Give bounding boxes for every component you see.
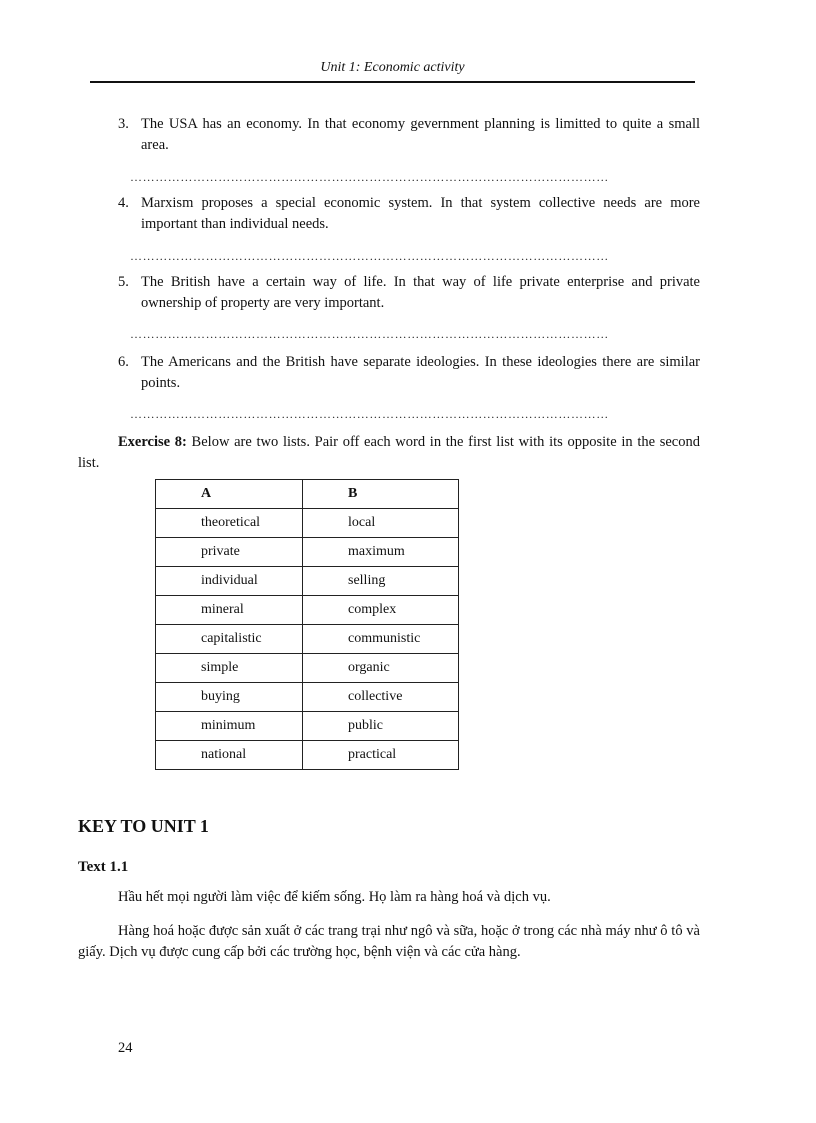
table-row [156, 538, 459, 567]
cell-b: local [303, 509, 459, 538]
cell-a: theoretical [156, 509, 303, 538]
cell-b: complex [303, 596, 459, 625]
item-text: Marxism proposes a special economic system. In that system collective needs are more important than individual needs. [141, 195, 700, 232]
table-row [156, 683, 459, 712]
item-text: The Americans and the British have separate ideologies. In these ideologies there are similar points. [141, 354, 700, 391]
table-row [156, 741, 459, 770]
running-header: Unit 1: Economic activity [320, 60, 465, 75]
answer-line: …………………………………………………………………………………………………… [130, 407, 609, 421]
cell-a: buying [156, 683, 303, 712]
table-row [156, 654, 459, 683]
word-pairs-table [155, 479, 459, 770]
exercise-text: Below are two lists. Pair off each word in the first list with its opposite in the second list. [78, 434, 700, 471]
section-heading: Text 1.1 [78, 859, 129, 875]
item-number: 6. [118, 354, 129, 370]
table-row [156, 567, 459, 596]
answer-line: …………………………………………………………………………………………………… [130, 170, 609, 184]
cell-b: selling [303, 567, 459, 596]
column-header-a: A [156, 480, 303, 509]
cell-b: organic [303, 654, 459, 683]
list-item [118, 352, 700, 394]
answer-line: …………………………………………………………………………………………………… [130, 249, 609, 263]
key-paragraph: Hầu hết mọi người làm việc để kiếm sống. Họ làm ra hàng hoá và dịch vụ. [118, 889, 551, 905]
key-heading: KEY TO UNIT 1 [78, 816, 209, 836]
table-row [156, 509, 459, 538]
cell-b: public [303, 712, 459, 741]
cell-a: private [156, 538, 303, 567]
item-text: The British have a certain way of life. In that way of life private enterprise and private ownership of property are very important. [141, 274, 700, 311]
header-rule [90, 81, 695, 83]
cell-b: collective [303, 683, 459, 712]
table-header-row [156, 480, 459, 509]
cell-a: simple [156, 654, 303, 683]
page-number: 24 [118, 1040, 133, 1056]
cell-b: maximum [303, 538, 459, 567]
cell-a: mineral [156, 596, 303, 625]
answer-line: …………………………………………………………………………………………………… [130, 327, 609, 341]
cell-b: communistic [303, 625, 459, 654]
table-row [156, 712, 459, 741]
cell-a: individual [156, 567, 303, 596]
key-paragraph: Hàng hoá hoặc được sản xuất ở các trang trại như ngô và sữa, hoặc ở trong các nhà máy như ô tô và giấy. Dịch vụ được cung cấp bởi các trường học, bệnh viện và các cửa hàng. [78, 923, 700, 960]
column-header-b: B [303, 480, 459, 509]
cell-a: capitalistic [156, 625, 303, 654]
exercise-label: Exercise 8: [118, 434, 187, 450]
table-row [156, 625, 459, 654]
list-item [118, 114, 700, 156]
cell-b: practical [303, 741, 459, 770]
item-number: 4. [118, 195, 129, 211]
cell-a: national [156, 741, 303, 770]
exercise-instructions [78, 432, 700, 474]
table-row [156, 596, 459, 625]
item-text: The USA has an economy. In that economy gevernment planning is limitted to quite a small area. [141, 116, 700, 153]
list-item [118, 272, 700, 314]
list-item [118, 193, 700, 235]
item-number: 5. [118, 274, 129, 290]
cell-a: minimum [156, 712, 303, 741]
item-number: 3. [118, 116, 129, 132]
